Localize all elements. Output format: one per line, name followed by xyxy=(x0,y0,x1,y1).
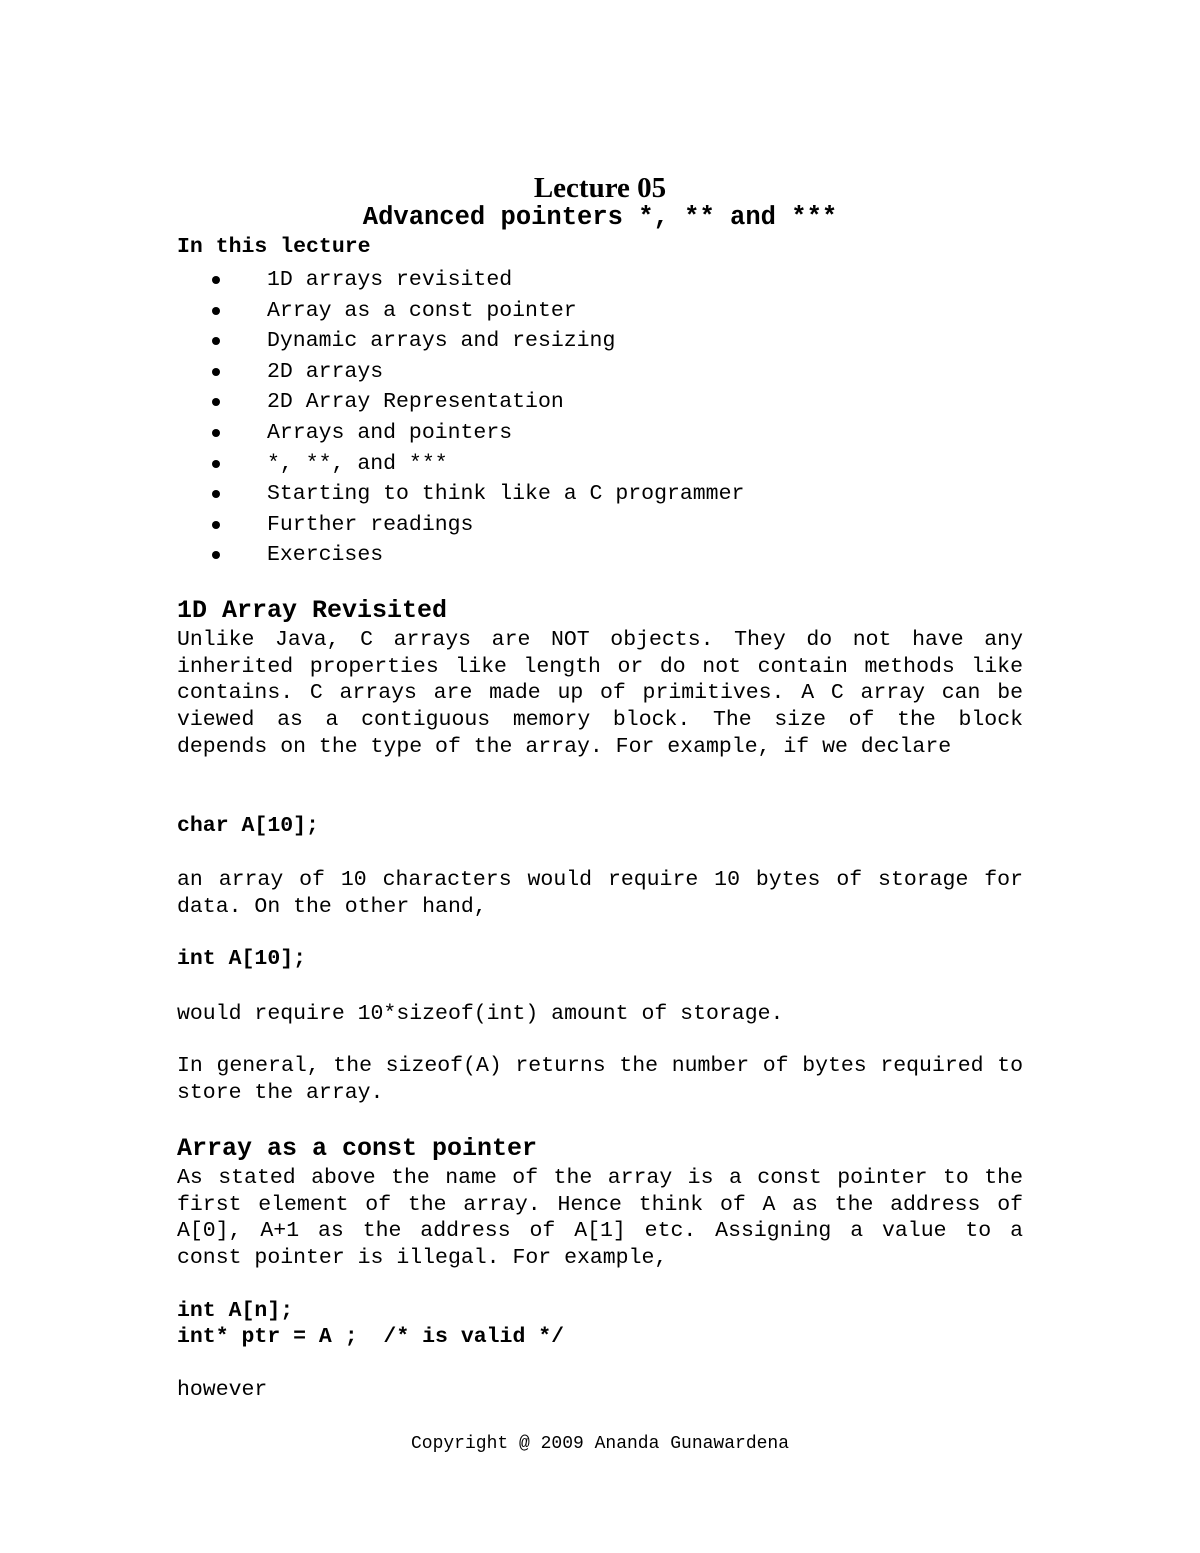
section-heading-1d-array: 1D Array Revisited xyxy=(177,596,448,625)
code-snippet: int* ptr = A ; /* is valid */ xyxy=(177,1325,565,1349)
paragraph: As stated above the name of the array is a const pointer to the first element of the array. Hence think of A as the address of A[0], A+1 as the address of A[1] etc. Assigning a value to a const pointer is illegal. For example, xyxy=(177,1166,1023,1271)
bullet-icon xyxy=(212,337,220,345)
bullet-icon xyxy=(212,276,220,284)
page-footer: Copyright @ 2009 Ananda Gunawardena xyxy=(410,1434,790,1454)
bullet-icon xyxy=(212,429,220,437)
bullet-icon xyxy=(212,521,220,529)
lecture-title: Lecture 05 xyxy=(533,172,667,204)
paragraph: an array of 10 characters would require 10 bytes of storage for data. On the other hand, xyxy=(177,868,1023,919)
bullet-icon xyxy=(212,398,220,406)
code-snippet: int A[n]; xyxy=(177,1299,294,1323)
section-heading-const-pointer: Array as a const pointer xyxy=(177,1134,538,1163)
paragraph: however xyxy=(177,1378,268,1402)
lecture-subtitle: Advanced pointers *, ** and *** xyxy=(362,203,838,232)
document-page: Lecture 05 Advanced pointers *, ** and *** In this lecture 1D arrays revisited Array as a const pointer Dynamic arrays and resizing 2D arrays 2D Array Representation Arrays and pointers *, **, and *** Starting to think like a C programmer Further readings Exercises 1D Array Revisited Unlike Java, C arrays are NOT objects. They do not have any inherited properties like length or do not contain methods like contains. C arrays are made up of primitives. A C array can be viewed as a contiguous memory block. The size of the block depends on the type of the array. For example, if we declare char A[10]; an array of 10 characters would require 10 bytes of storage for data. On the other hand, int A[10]; would require 10*sizeof(int) amount of storage. In general, the sizeof(A) returns the number of bytes required to store the array. Array as a const pointer As stated above the name of the array is a const pointer to the first element of the array. Hence think of A as the address of A[0], A+1 as the address of A[1] etc. Assigning a value to a const pointer is illegal. For example, int A[n]; int* ptr = A ; /* is valid */ however Copyright @ 2009 Ananda Gunawardena xyxy=(0,0,1200,1553)
paragraph: Unlike Java, C arrays are NOT objects. They do not have any inherited properties like length or do not contain methods like contains. C arrays are made up of primitives. A C array can be viewed as a contiguous memory block. The size of the block depends on the type of the array. For example, if we declare xyxy=(177,628,1023,759)
bullet-icon xyxy=(212,551,220,559)
bullet-icon xyxy=(212,490,220,498)
code-snippet: int A[10]; xyxy=(177,947,307,971)
intro-heading: In this lecture xyxy=(177,235,371,259)
bullet-icon xyxy=(212,307,220,315)
code-snippet: char A[10]; xyxy=(177,814,319,838)
paragraph: In general, the sizeof(A) returns the number of bytes required to store the array. xyxy=(177,1054,1023,1105)
bullet-icon xyxy=(212,368,220,376)
bullet-icon xyxy=(212,460,220,468)
paragraph: would require 10*sizeof(int) amount of storage. xyxy=(177,1002,784,1026)
